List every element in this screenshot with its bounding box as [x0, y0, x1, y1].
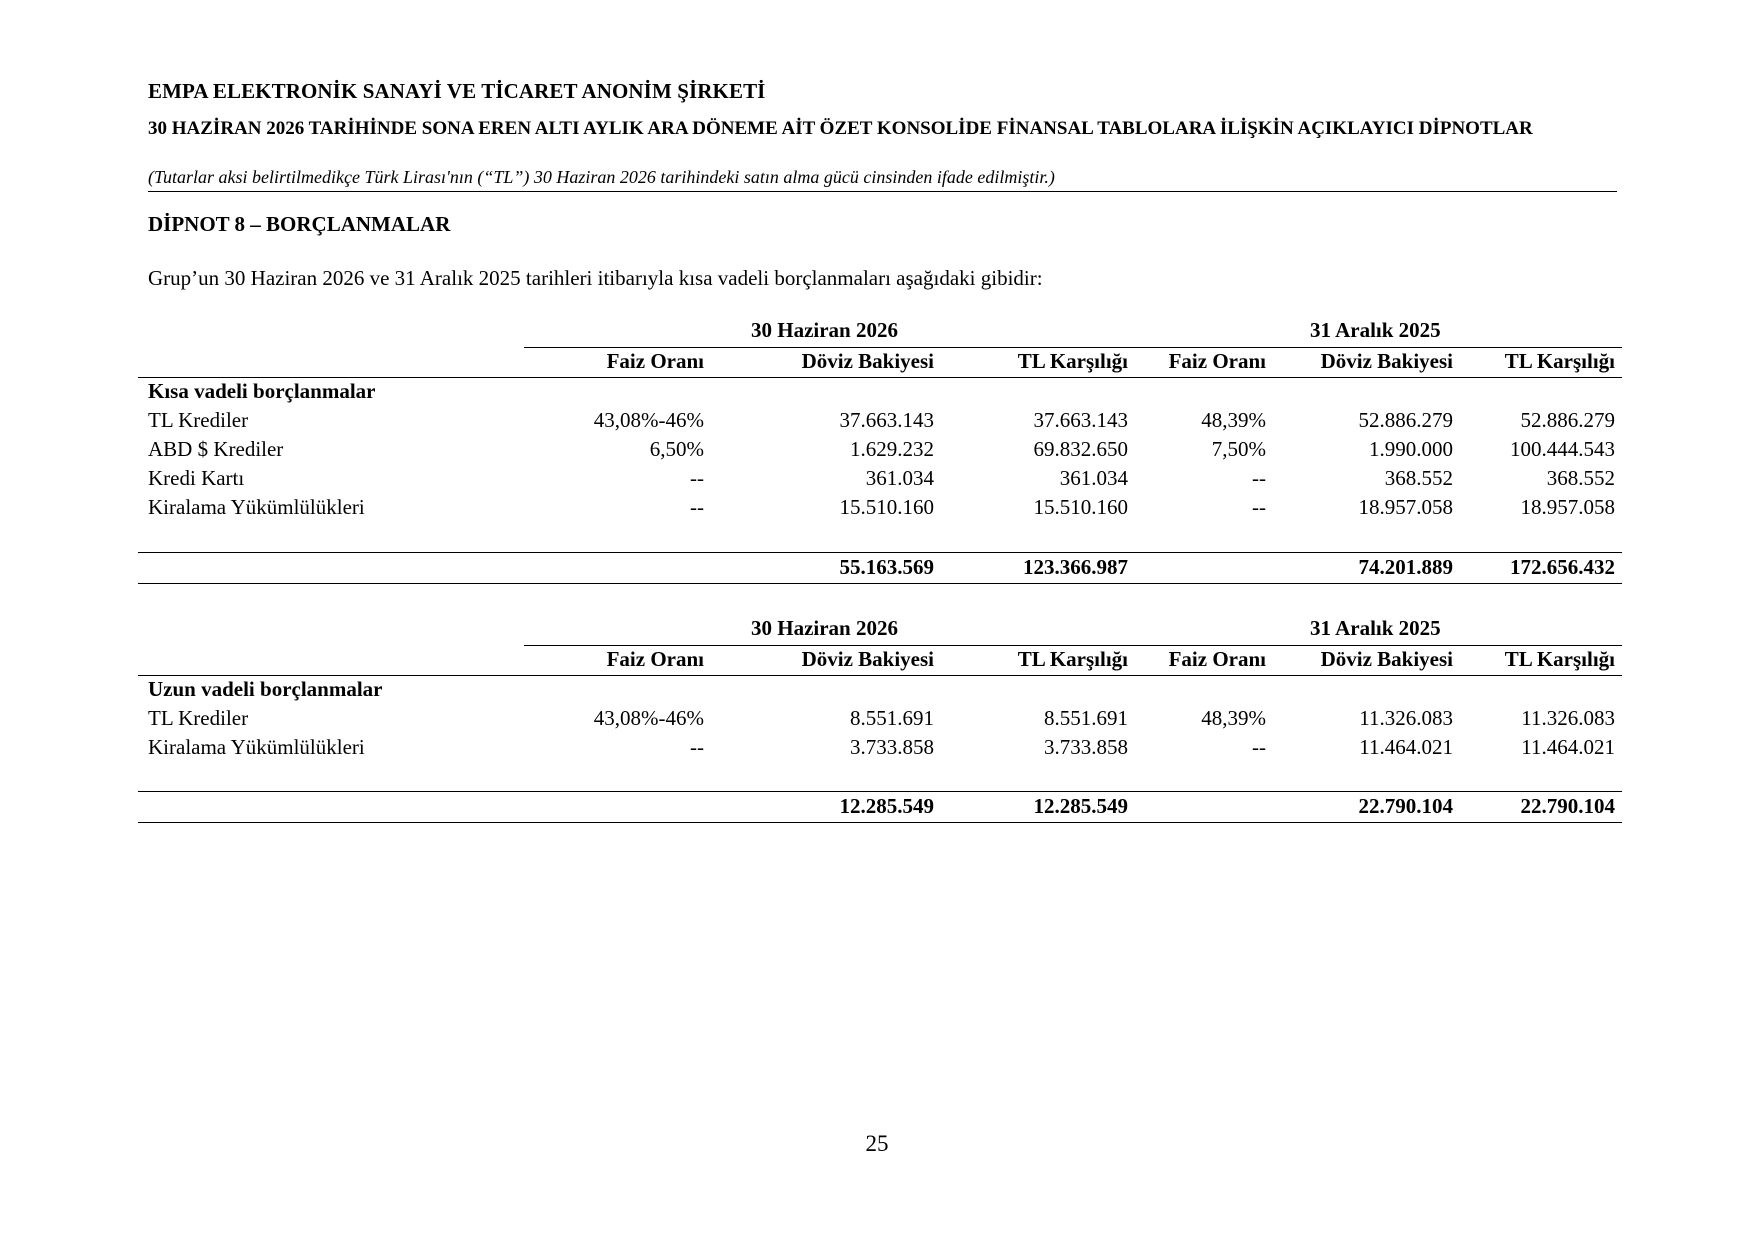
table-cell: -- [690, 466, 704, 490]
table-cell: 100.444.543 [1510, 437, 1615, 461]
total-cell: 22.790.104 [1520, 794, 1615, 818]
table-cell: 43,08%-46% [593, 706, 704, 730]
period-header-rule [524, 645, 1622, 646]
row-label: Kiralama Yükümlülükleri [148, 735, 365, 759]
table-cell: 3.733.858 [1044, 735, 1128, 759]
column-header-rule [138, 675, 1622, 676]
table-cell: 3.733.858 [850, 735, 934, 759]
table-cell: 37.663.143 [839, 408, 934, 432]
group-label-row [138, 379, 1622, 407]
table-cell: 15.510.160 [839, 495, 934, 519]
section-title: DİPNOT 8 – BORÇLANMALAR [148, 212, 451, 236]
table-cell: 43,08%-46% [593, 408, 704, 432]
table-cell: 361.034 [865, 466, 934, 490]
column-header-rule [138, 377, 1622, 378]
group-label-row [138, 677, 1622, 705]
total-bottom-rule [138, 583, 1622, 584]
table-cell: -- [1252, 466, 1266, 490]
row-label: Kiralama Yükümlülükleri [148, 495, 365, 519]
period-1-header: 30 Haziran 2026 [751, 318, 898, 342]
total-top-rule [138, 791, 1622, 792]
group-label: Kısa vadeli borçlanmalar [148, 379, 376, 403]
table-cell: 1.990.000 [1369, 437, 1453, 461]
table-row [138, 437, 1622, 465]
total-row [138, 555, 1622, 583]
period-header-row [138, 616, 1622, 644]
table-cell: 368.552 [1384, 466, 1453, 490]
column-header: TL Karşılığı [1504, 647, 1615, 671]
row-label: TL Krediler [148, 706, 249, 730]
table-cell: 52.886.279 [1358, 408, 1453, 432]
table-cell: 11.464.021 [1521, 735, 1615, 759]
total-cell: 74.201.889 [1358, 555, 1453, 579]
header-divider [148, 191, 1617, 192]
table-row [138, 408, 1622, 436]
total-cell: 12.285.549 [1033, 794, 1128, 818]
table-cell: 48,39% [1201, 706, 1266, 730]
column-header: Döviz Bakiyesi [801, 349, 934, 373]
table-cell: -- [1252, 735, 1266, 759]
column-header: Faiz Oranı [1168, 349, 1266, 373]
total-cell: 172.656.432 [1510, 555, 1615, 579]
column-header-row [138, 349, 1622, 377]
table-cell: 8.551.691 [850, 706, 934, 730]
column-header: TL Karşılığı [1504, 349, 1615, 373]
section-intro: Grup’un 30 Haziran 2026 ve 31 Aralık 2025 tarihleri itibarıyla kısa vadeli borçlanmaları aşağıdaki gibidir: [148, 266, 1043, 290]
table-cell: 18.957.058 [1520, 495, 1615, 519]
table-row [138, 466, 1622, 494]
table-cell: -- [1252, 495, 1266, 519]
column-header-row [138, 647, 1622, 675]
currency-note: (Tutarlar aksi belirtilmedikçe Türk Lirası'nın (“TL”) 30 Haziran 2026 tarihindeki satın alma gücü cinsinden ifade edilmiştir.) [148, 167, 1055, 187]
column-header: TL Karşılığı [1017, 647, 1128, 671]
table-cell: 48,39% [1201, 408, 1266, 432]
table-cell: 37.663.143 [1033, 408, 1128, 432]
table-cell: 15.510.160 [1033, 495, 1128, 519]
table-cell: 18.957.058 [1358, 495, 1453, 519]
table-cell: 11.464.021 [1359, 735, 1453, 759]
column-header: Döviz Bakiyesi [1320, 349, 1453, 373]
table-cell: 361.034 [1059, 466, 1128, 490]
total-top-rule [138, 552, 1622, 553]
period-2-header: 31 Aralık 2025 [1310, 318, 1441, 342]
total-cell: 22.790.104 [1358, 794, 1453, 818]
table-cell: 11.326.083 [1521, 706, 1615, 730]
table-cell: 52.886.279 [1520, 408, 1615, 432]
table-cell: 6,50% [649, 437, 704, 461]
table-cell: -- [690, 495, 704, 519]
row-label: ABD $ Krediler [148, 437, 284, 461]
company-name: EMPA ELEKTRONİK SANAYİ VE TİCARET ANONİM ŞİRKETİ [148, 79, 766, 103]
total-cell: 55.163.569 [839, 555, 934, 579]
total-cell: 123.366.987 [1023, 555, 1128, 579]
period-header-rule [524, 347, 1622, 348]
table-cell: 1.629.232 [850, 437, 934, 461]
table-cell: 69.832.650 [1033, 437, 1128, 461]
period-2-header: 31 Aralık 2025 [1310, 616, 1441, 640]
table-cell: -- [690, 735, 704, 759]
column-header: TL Karşılığı [1017, 349, 1128, 373]
table-cell: 368.552 [1546, 466, 1615, 490]
total-bottom-rule [138, 822, 1622, 823]
period-1-header: 30 Haziran 2026 [751, 616, 898, 640]
table-row [138, 735, 1622, 763]
row-label: Kredi Kartı [148, 466, 245, 490]
column-header: Faiz Oranı [606, 647, 704, 671]
total-cell: 12.285.549 [839, 794, 934, 818]
page-number: 25 [865, 1131, 889, 1156]
column-header: Döviz Bakiyesi [1320, 647, 1453, 671]
period-header-row [138, 318, 1622, 346]
column-header: Faiz Oranı [606, 349, 704, 373]
column-header: Faiz Oranı [1168, 647, 1266, 671]
row-label: TL Krediler [148, 408, 249, 432]
table-row [138, 495, 1622, 523]
column-header: Döviz Bakiyesi [801, 647, 934, 671]
group-label: Uzun vadeli borçlanmalar [148, 677, 383, 701]
table-cell: 11.326.083 [1359, 706, 1453, 730]
total-row [138, 794, 1622, 822]
table-cell: 8.551.691 [1044, 706, 1128, 730]
table-cell: 7,50% [1211, 437, 1266, 461]
table-row [138, 706, 1622, 734]
report-subtitle: 30 HAZİRAN 2026 TARİHİNDE SONA EREN ALTI AYLIK ARA DÖNEME AİT ÖZET KONSOLİDE FİNANSAL TABLOLARA İLİŞKİN AÇIKLAYICI DİPNOTLAR [148, 118, 1533, 139]
